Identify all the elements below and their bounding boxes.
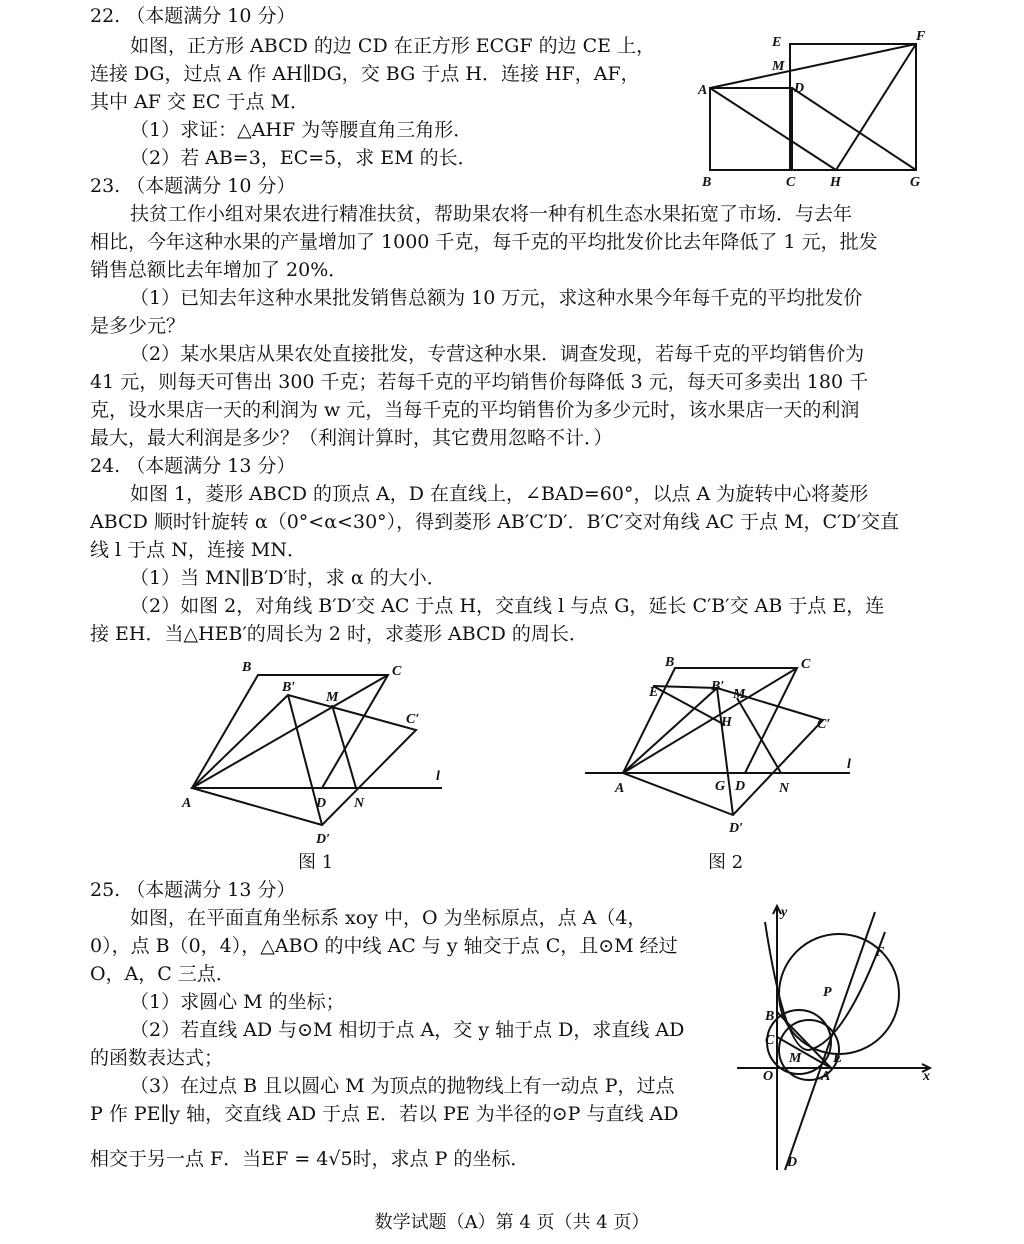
q24-header: 24. （本题满分 13 分） [90,455,296,477]
figure-2-caption: 图 2 [708,852,744,873]
q23-line: 克，设水果店一天的利润为 w 元，当每千克的平均销售价为多少元时，该水果店一天的利润 [90,399,860,421]
fig22-label-d: D [794,81,805,96]
q23-line: 41 元，则每天可售出 300 千克；若每千克的平均销售价每降低 3 元，每天可多卖出 180 千 [90,371,869,393]
fig22-label-m: M [772,59,785,74]
fig2-label-g: G [715,779,726,794]
q25-subquestion-1: （1）求圆心 M 的坐标； [130,991,345,1013]
fig25-label-f: F [875,945,885,960]
fig2-label-a: A [615,781,625,796]
fig25-label-x: x [923,1069,930,1084]
q25-subquestion-3: （3）在过点 B 且以圆心 M 为顶点的抛物线上有一动点 P，过点 [130,1075,675,1097]
q23-line: 最大，最大利润是多少？（利润计算时，其它费用忽略不计．） [90,427,613,449]
fig25-label-y: y [781,905,788,920]
fig1-label-n: N [354,796,365,811]
fig22-label-g: G [910,175,921,190]
fig25-label-b: B [765,1009,775,1024]
fig2-label-h: H [721,715,732,730]
q25-line: 相交于另一点 F．当EF = 4√5时，求点 P 的坐标． [90,1148,530,1170]
q23-line: 是多少元？ [90,315,186,337]
fig1-label-b: B [242,660,252,675]
q22-subquestion-1: （1）求证：△AHF 为等腰直角三角形． [130,119,473,141]
fig2-label-b-prime: B′ [711,679,725,694]
fig25-label-e: E [833,1051,843,1066]
q23-header: 23. （本题满分 10 分） [90,175,296,197]
fig2-label-l: l [847,757,851,772]
q25-header: 25. （本题满分 13 分） [90,879,296,901]
fig2-label-e: E [649,685,659,700]
q22-subquestion-2: （2）若 AB=3，EC=5，求 EM 的长． [130,147,477,169]
fig2-label-c: C [801,657,811,672]
q24-line: 线 l 于点 N，连接 MN． [90,539,306,561]
q24-line: 接 EH．当△HEB′的周长为 2 时，求菱形 ABCD 的周长． [90,623,588,645]
fig25-label-m: M [789,1051,802,1066]
fig22-label-b: B [702,175,712,190]
fig25-label-c: C [765,1033,775,1048]
fig2-label-d-prime: D′ [729,821,744,836]
fig1-label-c-prime: C′ [406,712,420,727]
q25-line: 的函数表达式； [90,1047,224,1069]
fig2-label-n: N [779,781,790,796]
fig22-label-f: F [916,29,926,44]
q22-figure [690,28,930,193]
q22-line: 如图，正方形 ABCD 的边 CD 在正方形 ECGF 的边 CE 上， [130,35,656,57]
q25-line: 如图，在平面直角坐标系 xoy 中，O 为坐标原点，点 A（4， [130,907,647,929]
q23-line: 销售总额比去年增加了 20%． [90,259,348,281]
q25-line: O，A，C 三点． [90,963,235,985]
fig2-label-d: D [735,779,746,794]
fig1-label-a: A [182,796,192,811]
q23-subquestion-2: （2）某水果店从果农处直接批发，专营这种水果．调查发现，若每千克的平均销售价为 [130,343,865,365]
fig22-label-e: E [772,35,782,50]
q24-figure-2 [585,650,870,840]
fig2-label-c-prime: C′ [817,717,831,732]
q24-line: 如图 1，菱形 ABCD 的顶点 A，D 在直线上，∠BAD=60°，以点 A 为旋转中心将菱形 [130,483,869,505]
fig25-label-d: D [787,1155,798,1170]
q25-line: 0），点 B（0，4），△ABO 的中线 AC 与 y 轴交于点 C，且⊙M 经过 [90,935,678,957]
fig25-label-a: A [821,1069,831,1084]
fig1-label-c: C [392,664,402,679]
q23-line: 扶贫工作小组对果农进行精准扶贫，帮助果农将一种有机生态水果拓宽了市场．与去年 [130,203,853,225]
q23-subquestion-1: （1）已知去年这种水果批发销售总额为 10 万元，求这种水果今年每千克的平均批发价 [130,287,863,309]
fig22-label-a: A [698,83,708,98]
fig22-label-c: C [786,175,796,190]
q24-subquestion-1: （1）当 MN∥B′D′时，求 α 的大小． [130,567,446,589]
q22-header: 22. （本题满分 10 分） [90,5,296,27]
q24-line: ABCD 顺时针旋转 α（0°<α<30°），得到菱形 AB′C′D′．B′C′交对角线 AC 于点 M，C′D′交直 [90,511,899,533]
q23-line: 相比，今年这种水果的产量增加了 1000 千克，每千克的平均批发价比去年降低了 1 元，批发 [90,231,878,253]
q24-figure-1 [170,655,460,850]
fig2-label-m: M [733,687,746,702]
fig25-label-p: P [823,985,832,1000]
page-footer: 数学试题（A）第 4 页（共 4 页） [374,1212,650,1233]
fig1-label-d: D [316,796,327,811]
q25-figure [735,902,935,1174]
q22-line: 其中 AF 交 EC 于点 M． [90,91,309,113]
figure-1-caption: 图 1 [298,852,334,873]
q22-line: 连接 DG，过点 A 作 AH∥DG，交 BG 于点 H．连接 HF，AF， [90,63,640,85]
fig1-label-l: l [436,769,440,784]
fig1-label-m: M [326,690,339,705]
q25-line: P 作 PE∥y 轴，交直线 AD 于点 E．若以 PE 为半径的⊙P 与直线 AD [90,1103,679,1125]
fig2-label-b: B [665,655,675,670]
q24-subquestion-2: （2）如图 2，对角线 B′D′交 AC 于点 H，交直线 l 与点 G，延长 C′B′交 AB 于点 E，连 [130,595,885,617]
fig25-label-o: O [763,1069,774,1084]
fig1-label-d-prime: D′ [316,832,331,847]
q25-subquestion-2: （2）若直线 AD 与⊙M 相切于点 A，交 y 轴于点 D，求直线 AD [130,1019,685,1041]
fig22-label-h: H [830,175,841,190]
fig1-label-b-prime: B′ [282,680,296,695]
